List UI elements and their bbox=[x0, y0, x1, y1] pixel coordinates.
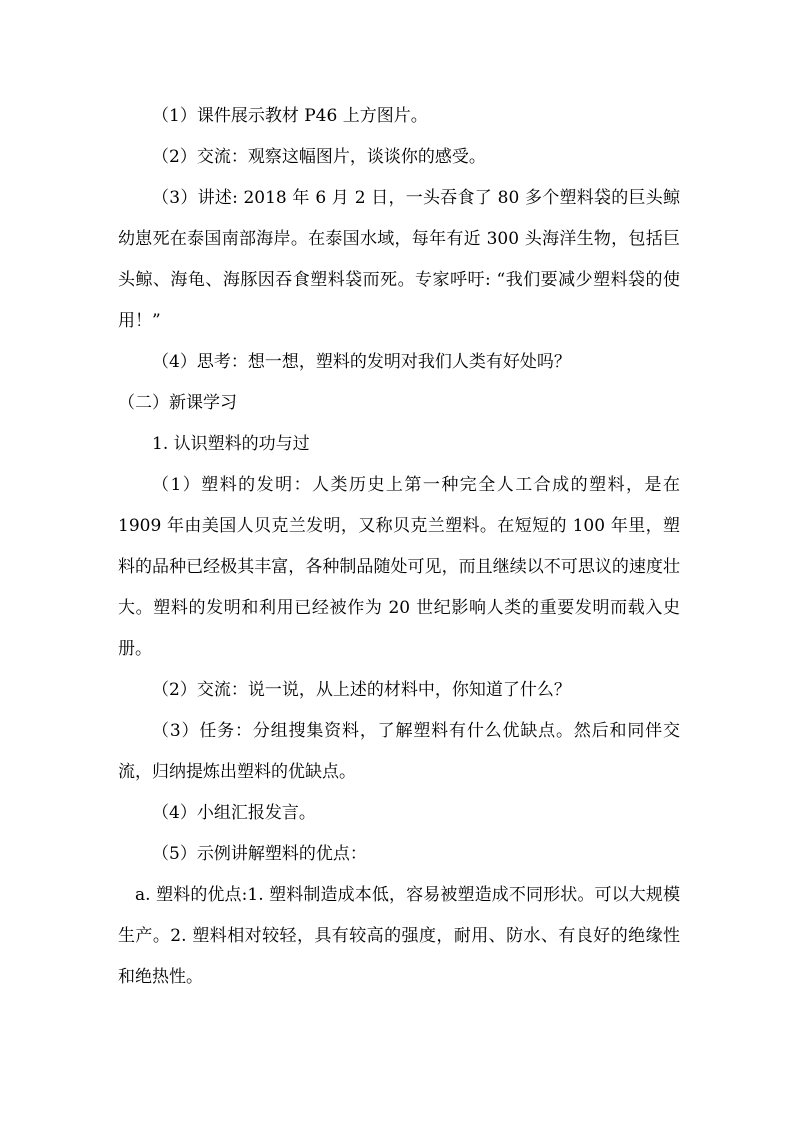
paragraph-example: （5）示例讲解塑料的优点： bbox=[152, 844, 367, 864]
document-body bbox=[118, 96, 680, 998]
paragraph-3: （3）讲述: 2018 年 6 月 2 日，一头吞食了 80 多个塑料袋的巨头鲸幼崽死在泰国南部海岸。在泰国水域，每年有近 300 头海洋生物，包括巨头鲸、海龟、海豚因吞食塑料袋而死。专家呼吁: “我们要减少塑料袋的使用！” bbox=[118, 188, 680, 331]
paragraph-invention: （1）塑料的发明：人类历史上第一种完全人工合成的塑料，是在 1909 年由美国人贝克兰发明，又称贝克兰塑料。在短短的 100 年里，塑料的品种已经极其丰富，各种制品随处可见，而且继续以不可思议的速度壮大。塑料的发明和利用已经被作为 20 世纪影响人类的重要发明而载入史册。 bbox=[118, 475, 680, 659]
paragraph-2: （2）交流：观察这幅图片，谈谈你的感受。 bbox=[152, 147, 486, 167]
section-heading-new-lesson: （二）新课学习 bbox=[118, 393, 237, 413]
paragraph-1: （1）课件展示教材 P46 上方图片。 bbox=[152, 106, 428, 126]
paragraph-report: （4）小组汇报发言。 bbox=[152, 803, 316, 823]
paragraph-task: （3）任务：分组搜集资料，了解塑料有什么优缺点。然后和同伴交流，归纳提炼出塑料的优缺点。 bbox=[118, 721, 680, 782]
paragraph-4: （4）思考：想一想，塑料的发明对我们人类有好处吗？ bbox=[152, 352, 571, 372]
paragraph-advantages: a. 塑料的优点:1. 塑料制造成本低，容易被塑造成不同形状。可以大规模生产。2. 塑料相对较轻，具有较高的强度，耐用、防水、有良好的绝缘性和绝热性。 bbox=[118, 885, 680, 987]
subheading-plastic-merits: 1. 认识塑料的功与过 bbox=[152, 434, 310, 454]
paragraph-discussion: （2）交流：说一说，从上述的材料中，你知道了什么？ bbox=[152, 680, 571, 700]
